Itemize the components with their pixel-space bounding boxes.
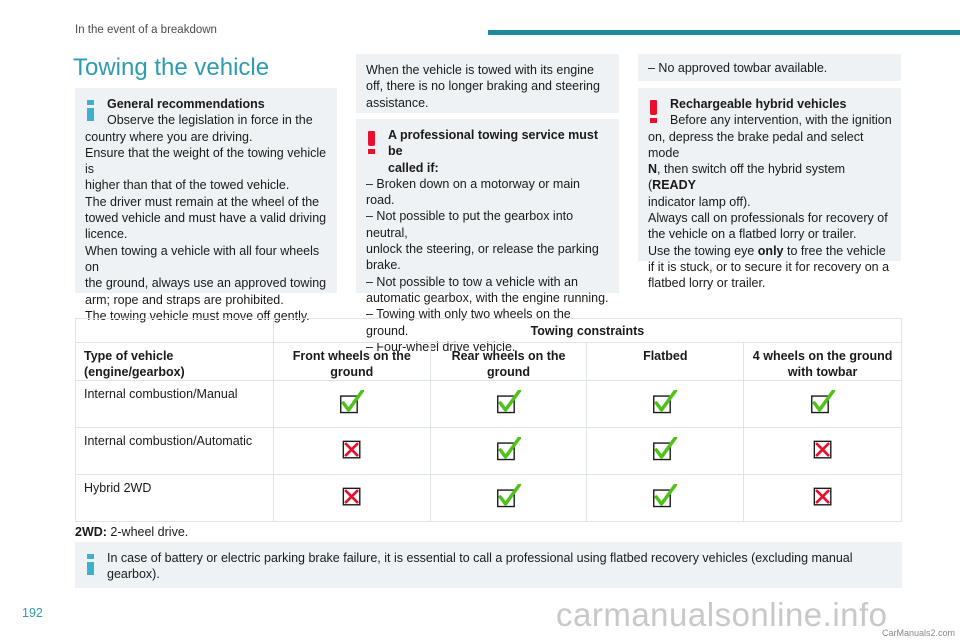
column-header-line: Rear wheels on the <box>451 349 566 363</box>
text-line: unlock the steering, or release the parking <box>366 242 599 257</box>
column-header <box>744 343 902 381</box>
allowed-cell <box>587 428 744 475</box>
general-text <box>85 112 328 324</box>
column-header <box>587 343 744 381</box>
hybrid-box <box>638 88 901 291</box>
column-header <box>430 343 587 381</box>
text-line: arm; rope and straps are prohibited. <box>85 292 284 307</box>
cross-icon <box>339 484 365 510</box>
text-line: licence. <box>85 227 128 242</box>
allowed-cell <box>430 475 587 522</box>
table-row <box>76 428 902 475</box>
text-line: The driver must remain at the wheel of the <box>85 194 320 209</box>
no-towbar-box <box>638 54 901 81</box>
not-allowed-cell <box>744 428 902 475</box>
allowed-cell <box>430 381 587 428</box>
text-line: When the vehicle is towed with its engine <box>366 63 594 77</box>
text-line: The towing vehicle must move off gently. <box>85 308 310 323</box>
vehicle-type-cell: Internal combustion/Manual <box>76 381 274 428</box>
check-icon <box>339 390 365 416</box>
header-accent-bar <box>488 30 960 35</box>
footnote-term: 2WD: <box>75 525 107 539</box>
cross-icon <box>810 484 836 510</box>
hybrid-line-3 <box>648 161 892 194</box>
allowed-cell <box>430 428 587 475</box>
hybrid-line-1: Before any intervention, with the ignition <box>670 113 892 128</box>
column-header-line: with towbar <box>787 365 858 379</box>
column-header-line: 4 wheels on the ground <box>752 349 893 363</box>
professional-heading-2: called if: <box>388 160 439 175</box>
vehicle-type-header-2: (engine/gearbox) <box>84 365 185 379</box>
hybrid-line-8: if it is stuck, or to secure it for recovery on a <box>648 259 890 274</box>
cross-icon <box>339 437 365 463</box>
text-line: – Four-wheel drive vehicle. <box>366 339 516 354</box>
text-line: Observe the legislation in force in the <box>107 113 313 128</box>
warning-icon <box>368 131 375 153</box>
mode-n: N <box>648 162 658 177</box>
column-header-line: Front wheels on the <box>292 349 411 363</box>
text-line: the ground, always use an approved towing <box>85 276 327 291</box>
info-icon <box>87 100 94 121</box>
text-line: higher than that of the towed vehicle. <box>85 178 290 193</box>
text-line: – Broken down on a motorway or main road. <box>366 176 580 208</box>
only-emphasis: only <box>757 243 784 258</box>
warning-icon <box>650 100 657 122</box>
hybrid-line-3-text: , then switch off the hybrid system ( <box>648 162 846 193</box>
vehicle-type-cell: Hybrid 2WD <box>76 475 274 522</box>
footnote <box>75 525 188 539</box>
hybrid-line-6: the vehicle on a flatbed lorry or trailer. <box>648 227 857 242</box>
allowed-cell <box>273 381 430 428</box>
table-row <box>76 381 902 428</box>
text-line: When towing a vehicle with all four wheels on <box>85 243 320 274</box>
hybrid-line-7 <box>648 243 892 259</box>
allowed-cell <box>587 381 744 428</box>
text-line: – Towing with only two wheels on the ground. <box>366 307 571 338</box>
text-line: towed vehicle and must have a valid driving <box>85 211 327 226</box>
watermark: carmanualsonline.info <box>556 596 888 633</box>
text-line: – Not possible to tow a vehicle with an <box>366 274 578 289</box>
battery-note-text: In case of battery or electric parking brake failure, it is essential to call a professional using flatbed recovery vehicles (excluding manual gearbox). <box>107 551 853 582</box>
hybrid-line-9: flatbed lorry or trailer. <box>648 276 766 291</box>
ready-label: READY <box>652 178 696 193</box>
column-header-line: ground <box>487 365 531 379</box>
not-allowed-cell <box>273 428 430 475</box>
hybrid-line-2: on, depress the brake pedal and select mode <box>648 129 864 160</box>
table-corner <box>76 319 274 343</box>
general-heading: General recommendations <box>107 97 265 111</box>
info-icon <box>87 554 94 575</box>
vehicle-type-header <box>76 343 274 381</box>
hybrid-line-4: indicator lamp off). <box>648 194 751 209</box>
table-row <box>76 475 902 522</box>
hybrid-line-5: Always call on professionals for recovery of <box>648 211 888 226</box>
column-header-line: Flatbed <box>643 349 688 363</box>
text-line: brake. <box>366 258 401 273</box>
vehicle-type-header-1: Type of vehicle <box>84 349 174 363</box>
hybrid-line-7c: to free the vehicle <box>783 243 886 258</box>
check-icon <box>810 390 836 416</box>
check-icon <box>652 484 678 510</box>
text-line: Ensure that the weight of the towing vehicle is <box>85 145 327 177</box>
allowed-cell <box>744 381 902 428</box>
check-icon <box>652 390 678 416</box>
cross-icon <box>810 437 836 463</box>
not-allowed-cell <box>744 475 902 522</box>
no-towbar-text: – No approved towbar available. <box>648 61 828 75</box>
text-line: – Not possible to put the gearbox into neutral, <box>366 209 574 240</box>
column-header <box>273 343 430 381</box>
general-recommendations-box <box>75 88 337 323</box>
check-icon <box>496 390 522 416</box>
towed-note-box <box>356 54 619 113</box>
professional-heading-1: A professional towing service must be <box>388 128 599 159</box>
check-icon <box>496 484 522 510</box>
footnote-text: 2-wheel drive. <box>106 525 189 539</box>
towing-constraints-table <box>75 318 902 522</box>
towing-constraints-header: Towing constraints <box>273 319 901 343</box>
check-icon <box>496 437 522 463</box>
vehicle-type-cell: Internal combustion/Automatic <box>76 428 274 475</box>
towed-note-text <box>366 62 610 111</box>
page-title: Towing the vehicle <box>73 54 270 81</box>
not-allowed-cell <box>273 475 430 522</box>
text-line: off, there is no longer braking and steering <box>366 79 600 94</box>
hybrid-line-7a: Use the towing eye <box>648 243 758 258</box>
section-header: In the event of a breakdown <box>75 24 217 36</box>
text-line: country where you are driving. <box>85 129 253 144</box>
allowed-cell <box>587 475 744 522</box>
page-number: 192 <box>22 606 43 620</box>
hybrid-heading: Rechargeable hybrid vehicles <box>670 97 847 111</box>
column-header-line: ground <box>330 365 374 379</box>
battery-note-box <box>75 542 902 588</box>
check-icon <box>652 437 678 463</box>
text-line: assistance. <box>366 95 429 110</box>
watermark-small: CarManuals2.com <box>882 628 956 638</box>
text-line: automatic gearbox, with the engine running. <box>366 290 609 305</box>
